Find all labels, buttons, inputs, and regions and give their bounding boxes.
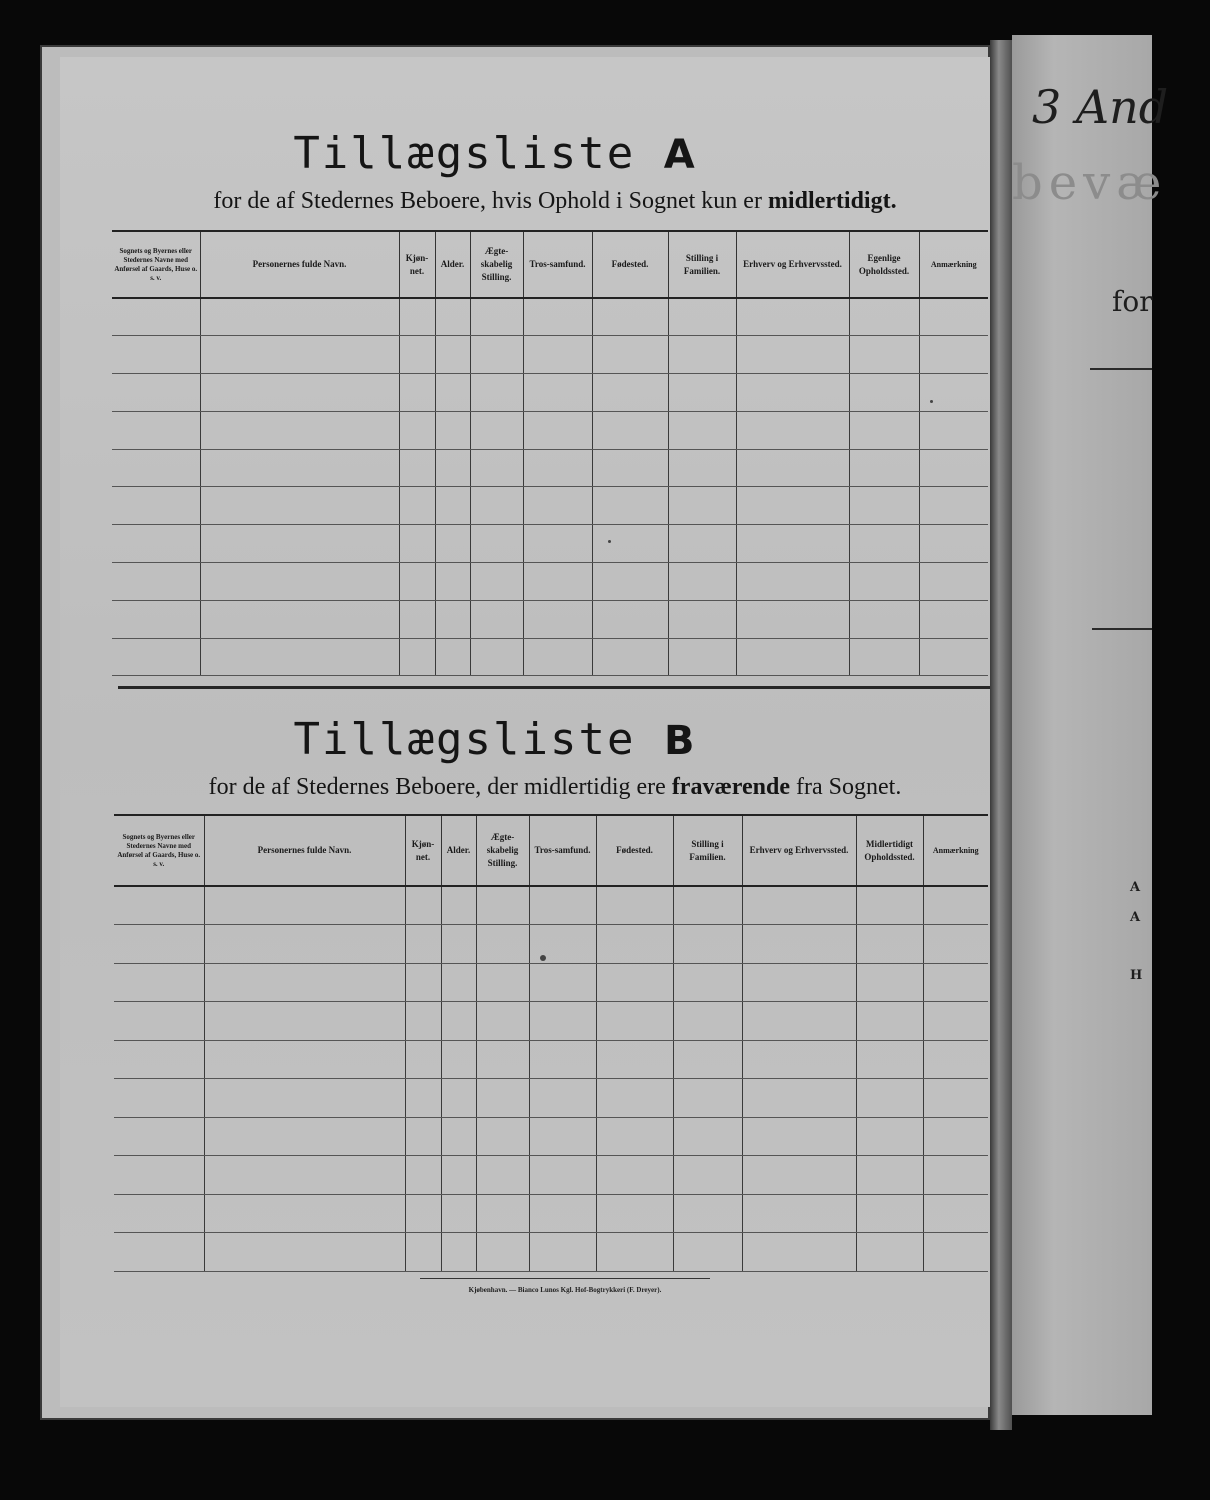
table-cell xyxy=(923,925,988,964)
table-cell xyxy=(114,1233,204,1272)
table-cell xyxy=(476,1079,529,1118)
table-cell xyxy=(856,1040,923,1079)
list-b-letter: B xyxy=(663,718,697,764)
table-cell xyxy=(114,1156,204,1195)
table-cell xyxy=(596,1002,673,1041)
table-cell xyxy=(668,449,736,487)
table-cell xyxy=(200,298,399,336)
table-cell xyxy=(204,925,405,964)
table-row xyxy=(114,925,988,964)
table-row xyxy=(114,1156,988,1195)
table-cell xyxy=(523,487,592,525)
table-row xyxy=(112,600,988,638)
table-cell xyxy=(441,1194,476,1233)
table-cell xyxy=(529,963,596,1002)
table-cell xyxy=(204,886,405,925)
table-cell xyxy=(470,525,523,563)
table-cell xyxy=(673,1117,742,1156)
table-cell xyxy=(204,1002,405,1041)
list-a-letter: A xyxy=(663,132,697,178)
table-cell xyxy=(529,1117,596,1156)
table-cell xyxy=(919,374,988,412)
table-cell xyxy=(405,1233,441,1272)
table-cell xyxy=(673,1002,742,1041)
table-cell xyxy=(596,1040,673,1079)
table-cell xyxy=(596,886,673,925)
list-b-title-text: Tillægsliste xyxy=(293,714,636,765)
table-cell xyxy=(441,963,476,1002)
table-cell xyxy=(529,1002,596,1041)
table-cell xyxy=(204,1079,405,1118)
table-cell xyxy=(592,449,668,487)
bleed-through-text: bevæ xyxy=(1012,155,1168,211)
table-cell xyxy=(849,336,919,374)
table-cell xyxy=(399,374,435,412)
list-a-subtitle xyxy=(0,188,1110,215)
table-cell xyxy=(523,563,592,601)
table-cell xyxy=(596,1117,673,1156)
column-header: Alder. xyxy=(441,815,476,886)
table-row xyxy=(112,449,988,487)
column-header: Tros-samfund. xyxy=(529,815,596,886)
list-b-subtitle-text: for de af Stedernes Beboere, der midlertidig ere xyxy=(208,774,672,800)
table-cell xyxy=(673,1233,742,1272)
table-cell xyxy=(435,600,470,638)
table-cell xyxy=(668,600,736,638)
table-cell xyxy=(919,600,988,638)
next-page-rule xyxy=(1090,368,1152,370)
table-cell xyxy=(849,563,919,601)
table-row xyxy=(112,487,988,525)
paper-speck xyxy=(540,955,546,961)
table-cell xyxy=(849,449,919,487)
table-cell xyxy=(204,1156,405,1195)
table-cell xyxy=(470,374,523,412)
table-cell xyxy=(112,600,200,638)
table-cell xyxy=(200,336,399,374)
table-cell xyxy=(668,638,736,676)
table-cell xyxy=(668,525,736,563)
table-cell xyxy=(923,1156,988,1195)
table-cell xyxy=(476,1117,529,1156)
table-cell xyxy=(849,487,919,525)
table-cell xyxy=(923,1040,988,1079)
table-cell xyxy=(114,1002,204,1041)
table-cell xyxy=(596,1194,673,1233)
table-cell xyxy=(399,600,435,638)
table-cell xyxy=(470,600,523,638)
table-cell xyxy=(470,638,523,676)
table-cell xyxy=(856,1233,923,1272)
table-cell xyxy=(673,963,742,1002)
table-cell xyxy=(523,298,592,336)
table-cell xyxy=(673,886,742,925)
table-cell xyxy=(405,1002,441,1041)
table-cell xyxy=(399,563,435,601)
table-cell xyxy=(919,563,988,601)
table-cell xyxy=(441,1117,476,1156)
table-cell xyxy=(856,1117,923,1156)
table-cell xyxy=(523,374,592,412)
table-cell xyxy=(673,1156,742,1195)
table-cell xyxy=(736,298,849,336)
table-cell xyxy=(849,525,919,563)
table-cell xyxy=(856,925,923,964)
column-header: Tros-samfund. xyxy=(523,231,592,298)
table-cell xyxy=(668,411,736,449)
table-cell xyxy=(114,1079,204,1118)
table-cell xyxy=(523,600,592,638)
column-header: Egenlige Opholdssted. xyxy=(849,231,919,298)
table-cell xyxy=(112,336,200,374)
next-page-letter: H xyxy=(1130,968,1143,983)
table-cell xyxy=(470,411,523,449)
table-cell xyxy=(849,411,919,449)
table-row xyxy=(112,336,988,374)
table-row xyxy=(112,563,988,601)
table-cell xyxy=(114,1040,204,1079)
table-cell xyxy=(114,1117,204,1156)
table-cell xyxy=(399,411,435,449)
table-cell xyxy=(849,600,919,638)
table-cell xyxy=(405,1194,441,1233)
column-header: Fødested. xyxy=(592,231,668,298)
column-header: Personernes fulde Navn. xyxy=(204,815,405,886)
table-cell xyxy=(441,1079,476,1118)
table-cell xyxy=(919,449,988,487)
table-cell xyxy=(919,336,988,374)
table-cell xyxy=(204,1117,405,1156)
table-cell xyxy=(523,336,592,374)
table-cell xyxy=(200,487,399,525)
table-cell xyxy=(112,563,200,601)
table-cell xyxy=(919,487,988,525)
table-cell xyxy=(849,374,919,412)
table-cell xyxy=(856,1002,923,1041)
table-cell xyxy=(112,298,200,336)
table-cell xyxy=(435,525,470,563)
table-cell xyxy=(204,963,405,1002)
table-cell xyxy=(114,886,204,925)
column-header: Erhverv og Erhvervssted. xyxy=(736,231,849,298)
list-a-title-text: Tillægsliste xyxy=(293,128,636,179)
table-cell xyxy=(592,298,668,336)
table-cell xyxy=(470,449,523,487)
table-cell xyxy=(919,638,988,676)
table-cell xyxy=(435,298,470,336)
table-cell xyxy=(476,1040,529,1079)
table-cell xyxy=(742,1002,856,1041)
paper-speck xyxy=(930,400,933,403)
table-cell xyxy=(919,298,988,336)
table-cell xyxy=(919,525,988,563)
table-cell xyxy=(204,1233,405,1272)
table-cell xyxy=(923,1002,988,1041)
column-header: Sognets og Byernes eller Stedernes Navne med Anførsel af Gaards, Huse o. s. v. xyxy=(112,231,200,298)
table-cell xyxy=(668,336,736,374)
table-cell xyxy=(923,1117,988,1156)
next-page-fragment: for xyxy=(1112,285,1153,318)
table-row xyxy=(112,374,988,412)
table-cell xyxy=(441,1040,476,1079)
table-row xyxy=(114,1002,988,1041)
next-page-letter: A xyxy=(1130,910,1141,925)
table-cell xyxy=(405,925,441,964)
table-cell xyxy=(736,336,849,374)
column-header: Kjøn-net. xyxy=(405,815,441,886)
table-cell xyxy=(204,1040,405,1079)
table-row xyxy=(114,886,988,925)
table-cell xyxy=(736,411,849,449)
table-cell xyxy=(856,1079,923,1118)
table-cell xyxy=(736,525,849,563)
book-spine xyxy=(990,40,1012,1430)
table-cell xyxy=(592,638,668,676)
table-cell xyxy=(742,1117,856,1156)
table-cell xyxy=(200,449,399,487)
table-cell xyxy=(399,336,435,374)
table-cell xyxy=(736,374,849,412)
table-cell xyxy=(441,1233,476,1272)
table-cell xyxy=(673,1194,742,1233)
table-cell xyxy=(523,525,592,563)
table-cell xyxy=(200,563,399,601)
table-row xyxy=(114,1194,988,1233)
next-page-letter: A xyxy=(1130,880,1141,895)
table-cell xyxy=(435,449,470,487)
table-cell xyxy=(673,1040,742,1079)
table-row xyxy=(114,963,988,1002)
list-a-title xyxy=(0,128,990,179)
list-a-subtitle-emphasis: midlertidigt. xyxy=(767,188,897,214)
table-cell xyxy=(596,1233,673,1272)
table-cell xyxy=(849,638,919,676)
table-cell xyxy=(592,563,668,601)
table-cell xyxy=(476,1194,529,1233)
table-cell xyxy=(470,487,523,525)
table-cell xyxy=(923,1194,988,1233)
table-cell xyxy=(405,1079,441,1118)
table-cell xyxy=(529,1040,596,1079)
table-cell xyxy=(405,886,441,925)
column-header: Personernes fulde Navn. xyxy=(200,231,399,298)
list-b-title xyxy=(0,714,990,765)
list-b-subtitle-emphasis: fraværende xyxy=(671,774,791,800)
table-cell xyxy=(476,886,529,925)
table-cell xyxy=(592,600,668,638)
column-header: Stilling i Familien. xyxy=(668,231,736,298)
column-header: Alder. xyxy=(435,231,470,298)
table-cell xyxy=(673,925,742,964)
table-cell xyxy=(923,1079,988,1118)
table-cell xyxy=(470,298,523,336)
table-cell xyxy=(856,963,923,1002)
table-cell xyxy=(399,638,435,676)
table-cell xyxy=(399,487,435,525)
table-cell xyxy=(592,487,668,525)
next-page-edge xyxy=(1012,35,1169,1415)
printer-imprint: Kjøbenhavn. — Bianco Lunos Kgl. Hof-Bogtrykkeri (F. Dreyer). xyxy=(468,1286,662,1294)
column-header: Sognets og Byernes eller Stedernes Navne med Anførsel af Gaards, Huse o. s. v. xyxy=(114,815,204,886)
table-row xyxy=(114,1079,988,1118)
table-cell xyxy=(668,374,736,412)
table-cell xyxy=(596,1156,673,1195)
table-cell xyxy=(435,411,470,449)
list-a-subtitle-text: for de af Stedernes Beboere, hvis Ophold i Sognet kun er xyxy=(213,188,768,214)
table-cell xyxy=(112,411,200,449)
table-cell xyxy=(435,638,470,676)
table-cell xyxy=(114,925,204,964)
table-cell xyxy=(476,1002,529,1041)
table-cell xyxy=(399,449,435,487)
table-cell xyxy=(200,525,399,563)
table-cell xyxy=(742,1040,856,1079)
next-page-rule xyxy=(1092,628,1152,630)
table-cell xyxy=(529,886,596,925)
table-cell xyxy=(742,925,856,964)
table-cell xyxy=(200,374,399,412)
table-cell xyxy=(736,638,849,676)
table-cell xyxy=(596,963,673,1002)
column-header: Kjøn-net. xyxy=(399,231,435,298)
table-cell xyxy=(441,1156,476,1195)
table-cell xyxy=(742,1233,856,1272)
table-cell xyxy=(673,1079,742,1118)
table-cell xyxy=(923,963,988,1002)
column-header: Fødested. xyxy=(596,815,673,886)
column-header: Ægte-skabelig Stilling. xyxy=(476,815,529,886)
list-a-header-row xyxy=(112,231,988,298)
table-cell xyxy=(592,336,668,374)
table-row xyxy=(112,411,988,449)
list-b-table xyxy=(114,814,988,1272)
table-row xyxy=(114,1040,988,1079)
list-b-header-row xyxy=(114,815,988,886)
table-cell xyxy=(736,600,849,638)
table-cell xyxy=(435,563,470,601)
table-cell xyxy=(435,336,470,374)
table-cell xyxy=(399,525,435,563)
column-header: Erhverv og Erhvervssted. xyxy=(742,815,856,886)
table-cell xyxy=(529,1194,596,1233)
table-cell xyxy=(435,374,470,412)
table-cell xyxy=(405,1040,441,1079)
table-cell xyxy=(529,1079,596,1118)
table-cell xyxy=(592,411,668,449)
table-cell xyxy=(592,374,668,412)
table-cell xyxy=(112,525,200,563)
imprint-rule xyxy=(420,1278,710,1279)
table-cell xyxy=(200,600,399,638)
table-cell xyxy=(592,525,668,563)
column-header: Anmærkning xyxy=(930,260,977,269)
table-cell xyxy=(399,298,435,336)
table-cell xyxy=(114,963,204,1002)
table-cell xyxy=(856,1156,923,1195)
table-cell xyxy=(470,336,523,374)
table-cell xyxy=(200,638,399,676)
table-cell xyxy=(112,374,200,412)
table-row xyxy=(112,638,988,676)
table-cell xyxy=(441,1002,476,1041)
table-cell xyxy=(856,886,923,925)
table-cell xyxy=(405,1117,441,1156)
table-cell xyxy=(742,1079,856,1118)
table-cell xyxy=(668,298,736,336)
table-cell xyxy=(923,886,988,925)
table-cell xyxy=(112,487,200,525)
table-cell xyxy=(856,1194,923,1233)
table-cell xyxy=(736,449,849,487)
paper-speck xyxy=(608,540,611,543)
table-row xyxy=(112,298,988,336)
section-divider xyxy=(118,686,990,689)
column-header: Stilling i Familien. xyxy=(673,815,742,886)
table-cell xyxy=(204,1194,405,1233)
table-cell xyxy=(919,411,988,449)
table-cell xyxy=(405,1156,441,1195)
table-cell xyxy=(441,925,476,964)
list-a-table xyxy=(112,230,988,676)
table-cell xyxy=(736,563,849,601)
table-cell xyxy=(405,963,441,1002)
handwritten-note: 3 And xyxy=(1032,80,1169,134)
table-cell xyxy=(529,1233,596,1272)
table-cell xyxy=(523,411,592,449)
table-cell xyxy=(668,563,736,601)
table-cell xyxy=(742,886,856,925)
table-row xyxy=(114,1233,988,1272)
table-cell xyxy=(470,563,523,601)
column-header: Midlertidigt Opholdssted. xyxy=(856,815,923,886)
table-cell xyxy=(742,1156,856,1195)
column-header: Ægte-skabelig Stilling. xyxy=(470,231,523,298)
table-cell xyxy=(112,449,200,487)
table-row xyxy=(112,525,988,563)
table-cell xyxy=(114,1194,204,1233)
table-cell xyxy=(742,1194,856,1233)
column-header: Anmærkning xyxy=(932,846,979,855)
table-cell xyxy=(112,638,200,676)
table-cell xyxy=(523,638,592,676)
table-cell xyxy=(596,925,673,964)
table-row xyxy=(114,1117,988,1156)
list-b-subtitle xyxy=(0,774,1110,801)
table-cell xyxy=(476,1233,529,1272)
table-cell xyxy=(529,1156,596,1195)
table-cell xyxy=(441,886,476,925)
table-cell xyxy=(736,487,849,525)
table-cell xyxy=(742,963,856,1002)
table-cell xyxy=(435,487,470,525)
table-cell xyxy=(849,298,919,336)
table-cell xyxy=(923,1233,988,1272)
table-cell xyxy=(476,1156,529,1195)
table-cell xyxy=(200,411,399,449)
table-cell xyxy=(476,925,529,964)
table-cell xyxy=(476,963,529,1002)
table-cell xyxy=(596,1079,673,1118)
table-cell xyxy=(668,487,736,525)
list-b-subtitle-end: fra Sognet. xyxy=(790,774,902,800)
table-cell xyxy=(523,449,592,487)
